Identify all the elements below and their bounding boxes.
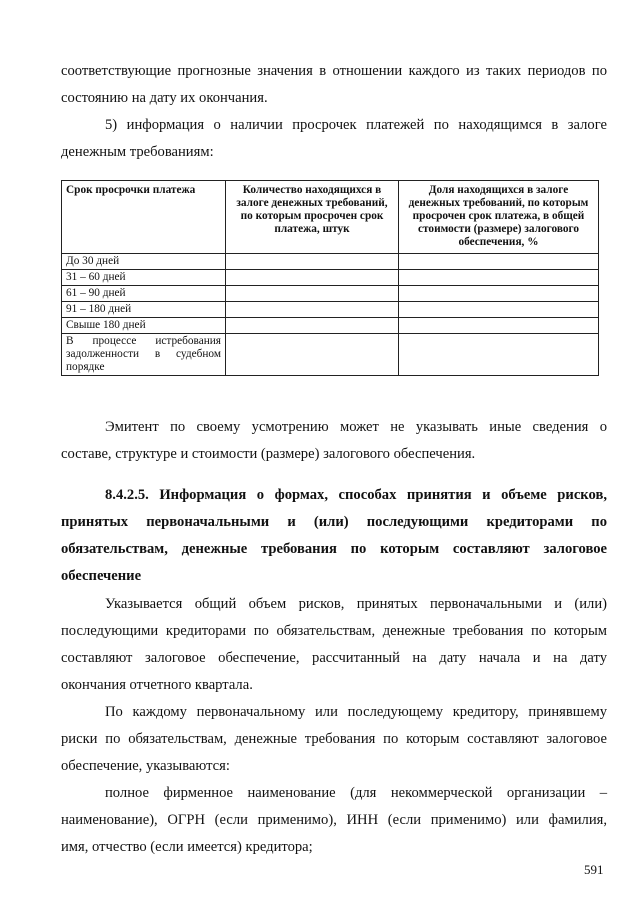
- paragraph-name-line-1: полное фирменное наименование (для некоммерческой организации –: [105, 785, 607, 801]
- paragraph-creditor-line-1: По каждому первоначальному или последующему кредитору, принявшему: [105, 704, 607, 720]
- table-row: [62, 286, 599, 302]
- paragraph-name-line-2: наименование), ОГРН (если применимо), ИНН (если применимо) или фамилия,: [61, 812, 607, 828]
- cell-period: 61 – 90 дней: [62, 286, 226, 302]
- cell-share: [399, 334, 599, 376]
- section-heading-line-1: 8.4.2.5. Информация о формах, способах принятия и объеме рисков,: [105, 487, 607, 503]
- table-row: [62, 302, 599, 318]
- cell-count: [226, 254, 399, 270]
- paragraph-top-line-2: состоянию на дату их окончания.: [61, 90, 268, 106]
- cell-period: 31 – 60 дней: [62, 270, 226, 286]
- cell-share: [399, 318, 599, 334]
- cell-period: В процессе истребования задолженности в судебном порядке: [62, 334, 226, 376]
- cell-share: [399, 286, 599, 302]
- paragraph-creditor-line-2: риски по обязательствам, денежные требования по которым составляют залоговое: [61, 731, 607, 747]
- paragraph-name-line-3: имя, отчество (если имеется) кредитора;: [61, 839, 313, 855]
- paragraph-risk-line-3: составляют залоговое обеспечение, рассчитанный на дату начала и на дату: [61, 650, 607, 666]
- paragraph-top-line-1: соответствующие прогнозные значения в отношении каждого из таких периодов по: [61, 63, 607, 79]
- cell-count: [226, 334, 399, 376]
- cell-period: Свыше 180 дней: [62, 318, 226, 334]
- paragraph-risk-line-2: последующими кредиторами по обязательствам, денежные требования по которым: [61, 623, 607, 639]
- header-claims-share: Доля находящихся в залоге денежных требований, по которым просрочен срок платежа, в общей стоимости (размере) залогового обеспечения, %: [399, 181, 599, 254]
- paragraph-risk-line-4: окончания отчетного квартала.: [61, 677, 253, 693]
- paragraph-risk-line-1: Указывается общий объем рисков, принятых первоначальными и (или): [105, 596, 607, 612]
- table-row: [62, 318, 599, 334]
- cell-share: [399, 302, 599, 318]
- table-header-row: [62, 181, 599, 254]
- header-claims-count: Количество находящихся в залоге денежных требований, по которым просрочен срок платежа, штук: [226, 181, 399, 254]
- section-heading-line-4: обеспечение: [61, 568, 142, 584]
- item5-line-1: 5) информация о наличии просрочек платежей по находящимся в залоге: [105, 117, 607, 133]
- paragraph-creditor-line-3: обеспечение, указываются:: [61, 758, 230, 774]
- table-row: [62, 270, 599, 286]
- item5-line-2: денежным требованиям:: [61, 144, 214, 160]
- cell-period: 91 – 180 дней: [62, 302, 226, 318]
- paragraph-emitent-line-2: составе, структуре и стоимости (размере) залогового обеспечения.: [61, 446, 476, 462]
- table-row: [62, 254, 599, 270]
- page-number: 591: [584, 862, 604, 877]
- section-heading-line-3: обязательствам, денежные требования по которым составляют залоговое: [61, 541, 607, 557]
- table-row: [62, 334, 599, 376]
- paragraph-emitent-line-1: Эмитент по своему усмотрению может не указывать иные сведения о: [105, 419, 607, 435]
- header-overdue-period: Срок просрочки платежа: [62, 181, 226, 254]
- cell-share: [399, 254, 599, 270]
- cell-count: [226, 318, 399, 334]
- section-heading-line-2: принятых первоначальными и (или) последующими кредиторами по: [61, 514, 607, 530]
- cell-period: До 30 дней: [62, 254, 226, 270]
- cell-count: [226, 286, 399, 302]
- cell-share: [399, 270, 599, 286]
- delinquency-table: [61, 180, 599, 376]
- cell-count: [226, 302, 399, 318]
- cell-count: [226, 270, 399, 286]
